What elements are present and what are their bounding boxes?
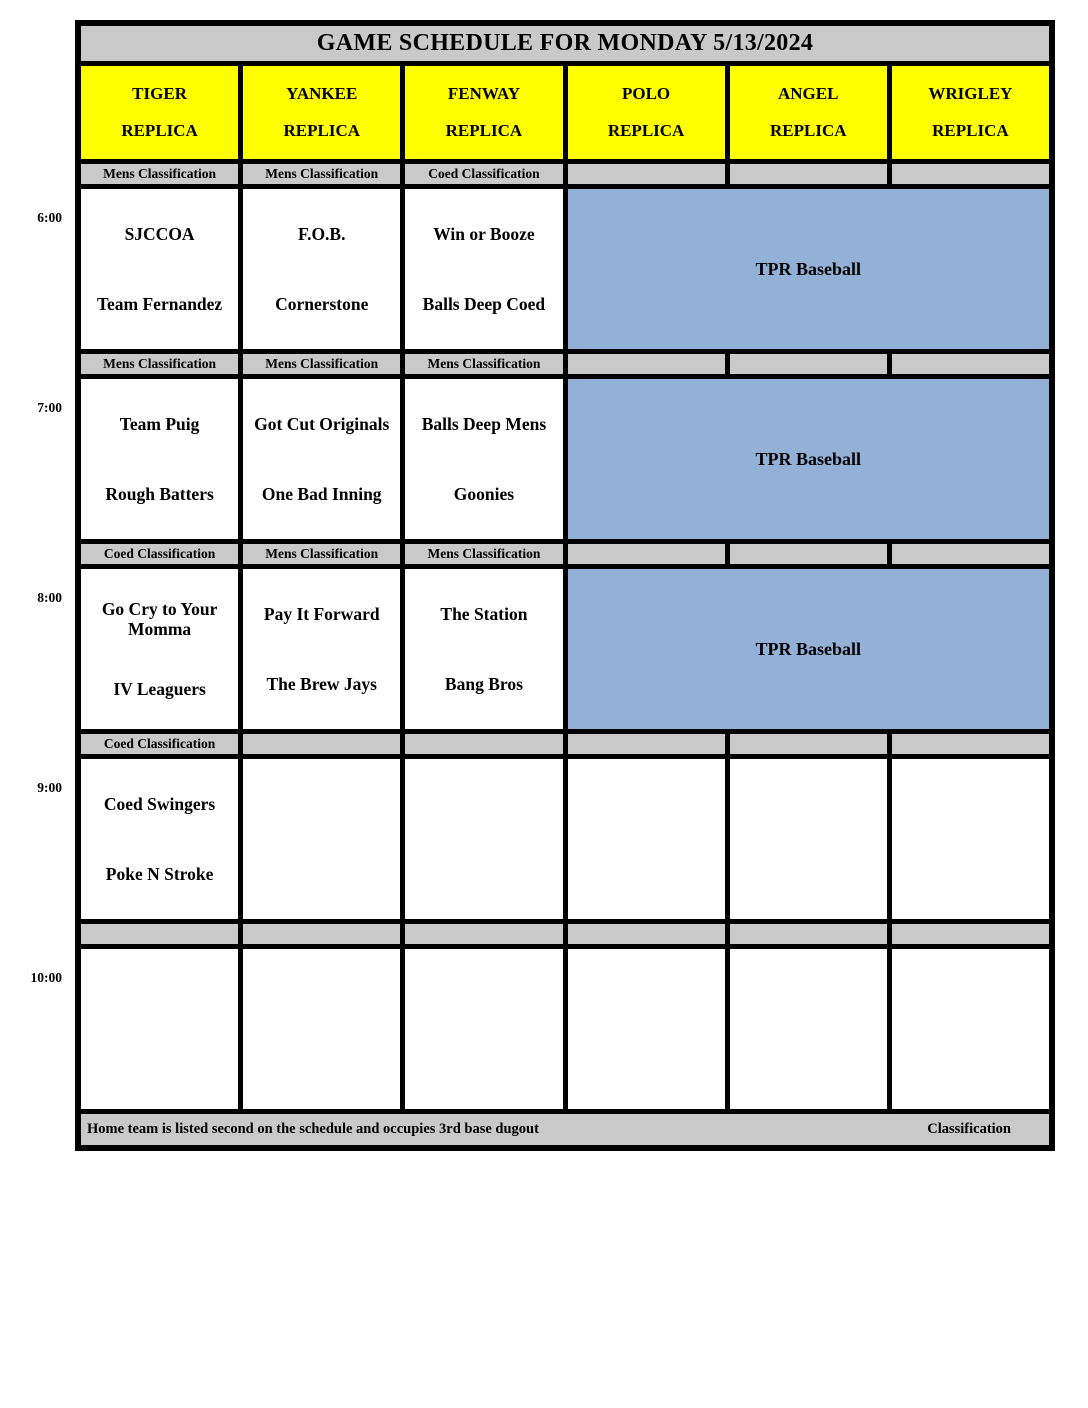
field-suffix: REPLICA <box>283 121 360 141</box>
away-team: F.O.B. <box>297 223 346 244</box>
classification-cell-empty <box>81 924 238 944</box>
classification-cell-empty <box>568 354 725 374</box>
classification-cell-empty <box>892 354 1049 374</box>
classification-cell: Mens Classification <box>243 164 400 184</box>
merged-label: TPR Baseball <box>755 448 861 469</box>
classification-cell-empty <box>405 734 562 754</box>
classification-cell-empty <box>892 924 1049 944</box>
classification-cell: Mens Classification <box>405 544 562 564</box>
field-suffix: REPLICA <box>769 121 847 141</box>
classification-cell-empty <box>243 924 400 944</box>
field-name: POLO <box>621 83 671 103</box>
field-name: FENWAY <box>447 83 520 103</box>
field-name: TIGER <box>132 83 187 103</box>
away-team: Go Cry to Your Momma <box>101 598 218 640</box>
classification-cell-empty <box>730 544 887 564</box>
field-suffix: REPLICA <box>121 121 198 141</box>
game-cell <box>405 189 562 349</box>
away-team: Coed Swingers <box>103 793 216 814</box>
time-label: 7:00 <box>37 400 62 415</box>
away-team: Balls Deep Mens <box>421 413 547 434</box>
classification-cell-empty <box>568 544 725 564</box>
tpr-baseball-block <box>568 569 1050 729</box>
time-label: 6:00 <box>37 210 62 225</box>
classification-cell-empty <box>892 734 1049 754</box>
classification-cell-empty <box>730 924 887 944</box>
home-team: Balls Deep Coed <box>422 293 546 314</box>
game-cell-empty <box>730 759 887 919</box>
home-team: Bang Bros <box>444 673 523 694</box>
classification-cell-empty <box>568 924 725 944</box>
game-cell <box>405 569 562 729</box>
game-cell <box>81 379 238 539</box>
merged-label: TPR Baseball <box>755 638 861 659</box>
home-team: The Brew Jays <box>266 673 377 694</box>
footer-note: Home team is listed second on the schedule and occupies 3rd base dugout <box>87 1121 539 1137</box>
classification-cell-empty <box>568 734 725 754</box>
schedule-title: GAME SCHEDULE FOR MONDAY 5/13/2024 <box>81 26 1049 61</box>
away-team: Win or Booze <box>433 223 535 244</box>
game-cell-empty <box>243 759 400 919</box>
schedule-table <box>75 20 1055 1151</box>
game-cell-empty <box>730 949 887 1109</box>
game-cell-empty <box>405 759 562 919</box>
classification-cell: Mens Classification <box>405 354 562 374</box>
game-cell-empty <box>568 949 725 1109</box>
game-cell <box>243 189 400 349</box>
classification-cell-empty <box>892 164 1049 184</box>
classification-cell: Coed Classification <box>81 734 238 754</box>
field-suffix: REPLICA <box>607 121 685 141</box>
classification-cell-empty <box>243 734 400 754</box>
away-team: Pay It Forward <box>263 603 380 624</box>
home-team: Cornerstone <box>275 293 369 314</box>
game-cell-empty <box>405 949 562 1109</box>
home-team: IV Leaguers <box>113 678 206 699</box>
game-cell <box>405 379 562 539</box>
merged-label: TPR Baseball <box>755 258 861 279</box>
time-label: 8:00 <box>37 590 62 605</box>
footer-bar <box>81 1114 1049 1145</box>
field-suffix: REPLICA <box>932 121 1009 141</box>
away-team: SJCCOA <box>124 223 195 244</box>
time-label: 10:00 <box>30 970 62 985</box>
field-header-tiger <box>81 66 238 159</box>
home-team: Team Fernandez <box>96 293 223 314</box>
field-header-polo <box>568 66 725 159</box>
field-name: YANKEE <box>286 83 358 103</box>
game-cell <box>81 759 238 919</box>
away-team: The Station <box>440 603 528 624</box>
field-suffix: REPLICA <box>445 121 523 141</box>
game-cell <box>81 189 238 349</box>
game-cell-empty <box>81 949 238 1109</box>
classification-cell-empty <box>405 924 562 944</box>
away-team: Team Puig <box>119 413 200 434</box>
time-label: 9:00 <box>37 780 62 795</box>
field-name: WRIGLEY <box>928 83 1013 103</box>
game-cell-empty <box>568 759 725 919</box>
field-header-wrigley <box>892 66 1049 159</box>
game-cell-empty <box>892 759 1049 919</box>
classification-cell: Coed Classification <box>405 164 562 184</box>
classification-cell: Mens Classification <box>243 544 400 564</box>
footer-classification-label: Classification <box>927 1121 1011 1137</box>
home-team: Rough Batters <box>105 483 214 504</box>
classification-cell: Coed Classification <box>81 544 238 564</box>
field-header-angel <box>730 66 887 159</box>
classification-cell-empty <box>730 164 887 184</box>
home-team: One Bad Inning <box>261 483 382 504</box>
game-cell <box>243 569 400 729</box>
classification-cell: Mens Classification <box>243 354 400 374</box>
game-cell-empty <box>243 949 400 1109</box>
game-cell-empty <box>892 949 1049 1109</box>
home-team: Poke N Stroke <box>105 863 214 884</box>
tpr-baseball-block <box>568 379 1050 539</box>
field-header-yankee <box>243 66 400 159</box>
classification-cell: Mens Classification <box>81 354 238 374</box>
game-cell <box>243 379 400 539</box>
tpr-baseball-block <box>568 189 1050 349</box>
classification-cell-empty <box>730 734 887 754</box>
classification-cell-empty <box>892 544 1049 564</box>
field-header-fenway <box>405 66 562 159</box>
classification-cell-empty <box>568 164 725 184</box>
classification-cell-empty <box>730 354 887 374</box>
classification-cell: Mens Classification <box>81 164 238 184</box>
time-column <box>0 0 62 1408</box>
away-team: Got Cut Originals <box>254 413 390 434</box>
field-name: ANGEL <box>778 83 839 103</box>
home-team: Goonies <box>453 483 515 504</box>
game-cell <box>81 569 238 729</box>
